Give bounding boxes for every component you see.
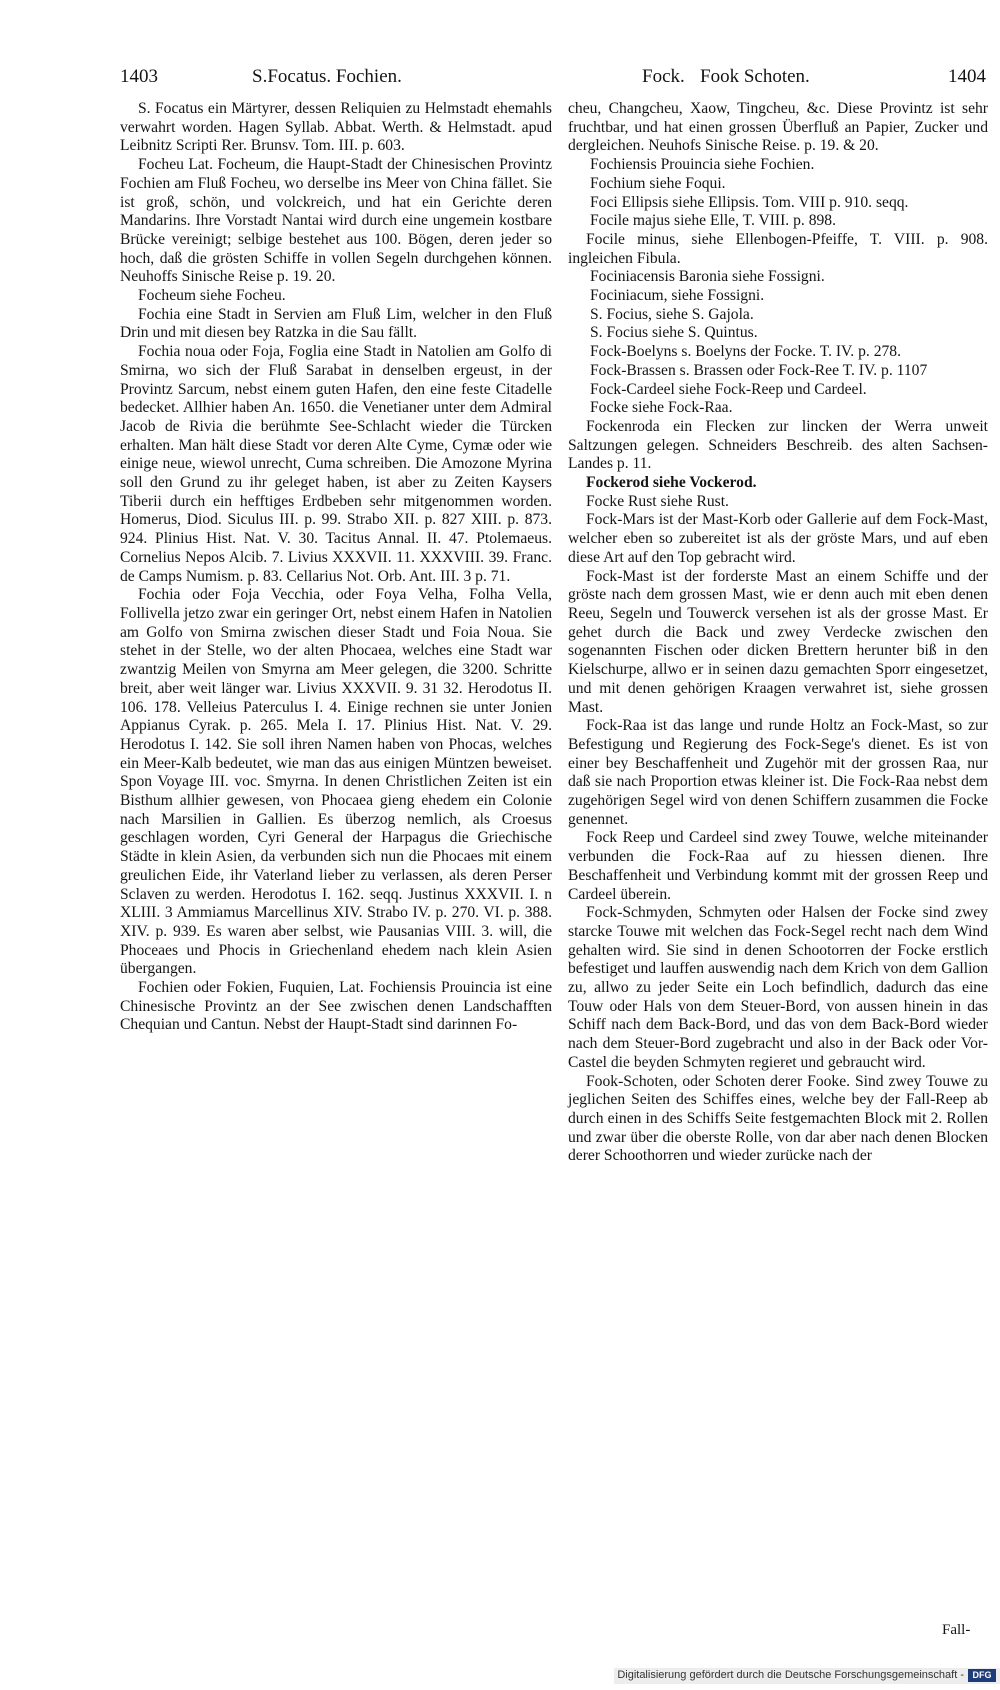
lexicon-entry: Foci Ellipsis siehe Ellipsis. Tom. VIII p. 910. seqq. bbox=[590, 193, 909, 211]
lexicon-entry: S. Focatus ein Märtyrer, dessen Reliquien zu Helmstadt ehemahls verwahrt worden. Hagen Syllab. Abbat. Werth. & Helmstadt. apud Leibnitz Scripti Rer. Brunsv. Tom. III. p. 603. bbox=[120, 100, 552, 155]
lexicon-entry: Fock-Boelyns s. Boelyns der Focke. T. IV. p. 278. bbox=[590, 343, 901, 361]
lexicon-entry: Fock-Mars ist der Mast-Korb oder Gallerie auf dem Fock-Mast, welcher eben so zubereitet ist als der gröste Mars, und auf eben diese Art auf den Top gebracht wird. bbox=[568, 511, 988, 566]
lexicon-entry: Fock-Raa ist das lange und runde Holtz an Fock-Mast, so zur Befestigung und Regierung des Fock-Sege's dienet. Es ist von einer bey Beschaffenheit und Zugehör mit der grossen Raa, nur daß sie nach Proportion etwas kleiner ist. Die Fock-Raa nebst dem zugehörigen Segel wird von denen Schiffern zusammen die Focke genennet. bbox=[568, 717, 988, 828]
lexicon-entry: Focke Rust siehe Rust. bbox=[586, 492, 729, 510]
lexicon-entry: Fochien oder Fokien, Fuquien, Lat. Fochiensis Prouincia ist eine Chinesische Provintz an der See zwischen denen Landschafften Chequian und Cantun. Nebst der Haupt-Stadt sind darinnen Fo- bbox=[120, 979, 552, 1034]
header-title-right-2: Fook Schoten. bbox=[700, 66, 810, 87]
dfg-logo-icon: DFG bbox=[968, 1669, 996, 1682]
left-column bbox=[120, 100, 552, 1035]
lexicon-entry: S. Focius, siehe S. Gajola. bbox=[590, 305, 754, 323]
lexicon-entry: Fociniacum, siehe Fossigni. bbox=[590, 287, 765, 305]
lexicon-entry: Fochia eine Stadt in Servien am Fluß Lim, welcher in den Fluß Drin und mit diesen bey Ratzka in die Sau fällt. bbox=[120, 305, 552, 342]
lexicon-entry: Fock Reep und Cardeel sind zwey Touwe, welche miteinander verbunden die Fock-Raa auf zu hiessen dienen. Ihre Beschaffenheit und Verbindung kommt mit der grossen Reep und Cardeel überein. bbox=[568, 829, 988, 903]
lexicon-entry: Fockenroda ein Flecken zur lincken der Werra unweit Saltzungen gelegen. Schneiders Beschreib. des alten Sachsen-Landes p. 11. bbox=[568, 417, 988, 473]
digitization-footer bbox=[614, 1668, 1000, 1684]
lexicon-entry: Fociniacensis Baronia siehe Fossigni. bbox=[590, 268, 825, 286]
header-title-left: S.Focatus. Fochien. bbox=[252, 66, 402, 87]
lexicon-entry: Focke siehe Fock-Raa. bbox=[590, 399, 733, 417]
lexicon-entry: Fochiensis Prouincia siehe Fochien. bbox=[590, 156, 815, 174]
lexicon-entry: Fochia noua oder Foja, Foglia eine Stadt in Natolien am Golfo di Smirna, wo sich der Fluß Sarabat in denselben ergeust, in der Provintz Sarcum, nebst einem guten Hafen, den eine feste Citadelle bedecket. Allhier haben An. 1650. die Venetianer unter dem Admiral Jacob de Rivia die berühmte See-Schlacht wieder die Türcken erhalten. Man hält diese Stadt vor deren Alte Cyme, Cymæ oder wie einige neue, wiewol unrecht, Cuma schreiben. Die Amozone Myrina soll den Grund zu ihr geleget haben, ist aber zu Zeiten Kaysers Tiberii durch ein hefftiges Erdbeben sehr mitgenommen worden. Homerus, Diod. Siculus III. p. 99. Strabo XII. p. 827 XIII. p. 873. 924. Plinius Hist. Nat. V. 30. Tacitus Annal. II. 47. Ptolemaeus. Cornelius Nepos Alcib. 7. Livius XXXVII. 11. XXXVIII. 39. Franc. de Camps Numism. p. 83. Cellarius Not. Orb. Ant. III. 3 p. 71. bbox=[120, 343, 552, 585]
lexicon-entry: Fockerod siehe Vockerod. bbox=[586, 474, 757, 492]
right-column bbox=[568, 100, 988, 1166]
lexicon-entry: Focheu Lat. Focheum, die Haupt-Stadt der Chinesischen Provintz Fochien am Fluß Focheu, wo derselbe ins Meer von China fället. Sie ist groß, schön, und volckreich, und hat ein Gerichte deren Mandarins. Ihre Vorstadt Nantai wird durch eine ungemein kostbare Brücke vereinigt; selbige bestehet aus 100. Bögen, deren jeder so hoch, daß die grösten Schiffe in vollen Segeln durchgehen können. Neuhoffs Sinische Reise p. 19. 20. bbox=[120, 156, 552, 286]
lexicon-entry: Fochium siehe Foqui. bbox=[590, 174, 726, 192]
lexicon-entry: Fock-Mast ist der forderste Mast an einem Schiffe und der gröste nach dem grossen Mast, wie er denn auch mit eben denen Reeu, Segeln und Touwerck versehen ist als der grosse Mast. Er gehet durch die Back und zwey Verdecke zwischen den sogenannten Fischen oder dicken Brettern herunter biß in den Kielschurpe, allwo er in seinen dazu gemachten Sporr eingesetzet, und mit denen gehörigen Kraagen verwahret ist, siehe grossen Mast. bbox=[568, 567, 988, 716]
lexicon-entry: Focheum siehe Focheu. bbox=[138, 287, 286, 305]
lexicon-entry: Fochia oder Foja Vecchia, oder Foya Velha, Folha Vella, Follivella jetzo zwar ein geringer Ort, nebst einem Hafen in Natolien am Golfo von Smirna zwischen dieser Stadt und Foia Noua. Sie stehet in der Stelle, wo der alten Phocaea, welches eine Stadt war zwantzig Meilen von Smyrna am Meer gelegen, die 3200. Schritte breit, aber weit länger war. Livius XXXVII. 9. 31 32. Herodotus II. 106. 178. Velleius Paterculus I. 4. Einige rechnen sie unter Jonien Appianus Cyrak. p. 265. Mela I. 17. Plinius Hist. Nat. V. 29. Herodotus I. 142. Sie soll ihren Namen haben von Phocas, welches ein Meer-Kalb bedeutet, wie man das aus einigen Müntzen beweiset. Spon Voyage III. voc. Smyrna. In denen Christlichen Zeiten ist ein Bisthum allhier gewesen, von Phocaea gieng ehedem ein Colonie nach Marsilien in Gallien. Es überzog nemlich, als Croesus geschlagen worden, Cyri General der Harpagus die Griechische Städte in klein Asien, da verbunden sich nun die Phocaes mit einem greulichen Eide, ihr Vaterland lieber zu verlassen, als deren Perser Sclaven zu werden. Herodotus I. 162. seqq. Justinus XXXVII. I. n XLIII. 3 Ammiamus Marcellinus XIV. Strabo IV. p. 270. VI. p. 388. XIV. p. 939. Es waren aber selbst, wie Pausanias VIII. 3. will, die Phoceaes und Phocis in Griechenland ehedem nach klein Asien übergangen. bbox=[120, 586, 552, 978]
catchword: Fall- bbox=[942, 1622, 971, 1638]
lexicon-entry: Fock-Brassen s. Brassen oder Fock-Ree T. IV. p. 1107 bbox=[590, 361, 928, 379]
lexicon-entry: Fook-Schoten, oder Schoten derer Fooke. Sind zwey Touwe zu jeglichen Seiten des Schiffes eines, welche bey der Fall-Reep ab durch einen in des Schiffs Seite festgemachten Block mit 2. Rollen und zwar über die oberste Rolle, von dar aber nach denen Blocken derer Schoothorren und wieder zurücke nach der bbox=[568, 1072, 988, 1165]
page-number-left: 1403 bbox=[120, 66, 158, 87]
footer-credit: Digitalisierung gefördert durch die Deutsche Forschungsgemeinschaft - bbox=[617, 1669, 964, 1681]
lexicon-entry: Fock-Schmyden, Schmyten oder Halsen der Focke sind zwey starcke Touwe mit welchen das Fock-Segel recht nach dem Wind gehalten wird. Sie sind in denen Schootorren der Focke erstlich befestiget und lauffen auswendig nach dem Krich von dem Gallion zu, allwo zu jeder Seite ein Loch befindlich, dadurch das eine Touw oder Hals von dem Steuer-Bord, von aussen hinein in das Schiff nach dem Back-Bord, und das von dem Back-Bord wieder nach dem Steuer-Bord zugebracht und also in der Back oder Vor-Castel die beyden Schmyten regieret und gebraucht wird. bbox=[568, 904, 988, 1071]
lexicon-entry: Fock-Cardeel siehe Fock-Reep und Cardeel. bbox=[590, 380, 867, 398]
lexicon-entry: cheu, Changcheu, Xaow, Tingcheu, &c. Diese Provintz ist sehr fruchtbar, und hat einen grossen Überfluß an Papier, Zucker und dergleichen. Neuhofs Sinische Reise. p. 19. & 20. bbox=[568, 100, 988, 155]
running-header bbox=[120, 66, 986, 92]
lexicon-entry: Focile majus siehe Elle, T. VIII. p. 898. bbox=[590, 212, 836, 230]
lexicon-entry: S. Focius siehe S. Quintus. bbox=[590, 324, 758, 342]
header-title-right-1: Fock. bbox=[642, 66, 685, 87]
page-number-right: 1404 bbox=[948, 66, 986, 87]
lexicon-entry: Focile minus, siehe Ellenbogen-Pfeiffe, T. VIII. p. 908. ingleichen Fibula. bbox=[568, 230, 988, 267]
